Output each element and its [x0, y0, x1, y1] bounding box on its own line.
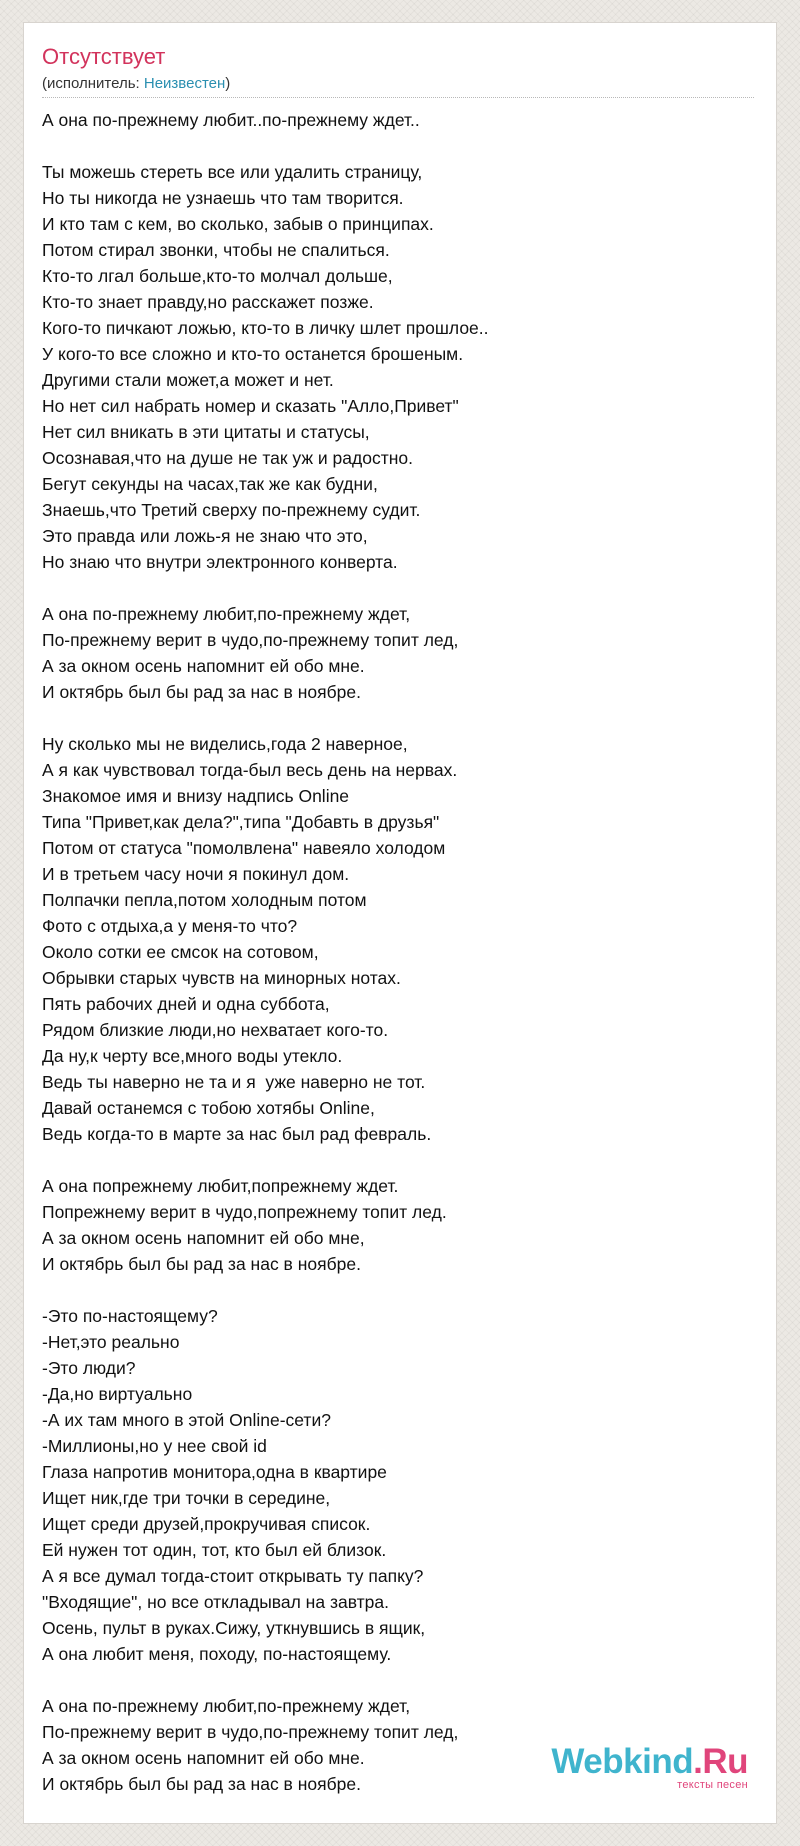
song-title: Отсутствует [42, 44, 166, 69]
artist-line [42, 74, 230, 94]
site-watermark [551, 1744, 748, 1791]
artist-link[interactable]: Неизвестен [143, 75, 226, 92]
lyrics-text: А она по-прежнему любит..по-прежнему ждет.. Ты можешь стереть все или удалить страницу, Но ты никогда не узнаешь что там творится. И кто там с кем, во сколько, забыв о принципах. Потом стирал звонки, чтобы не спалиться. Кто-то лгал больше,кто-то молчал дольше, Кто-то знает правду,но расскажет позже. Кого-то пичкают ложью, кто-то в личку шлет прошлое.. У кого-то все сложно и кто-то останется брошеным. Другими стали может,а может и нет. Но нет сил набрать номер и сказать "Алло,Привет" Нет сил вникать в эти цитаты и статусы, Осознавая,что на душе не так уж и радостно. Бегут секунды на часах,так же как будни, Знаешь,что Третий сверху по-прежнему судит. Это правда или ложь-я не знаю что это, Но знаю что внутри электронного конверта. А она по-прежнему любит,по-прежнему ждет, По-прежнему верит в чудо,по-прежнему топит лед, А за окном осень напомнит ей обо мне. И октябрь был бы рад за нас в ноябре. Ну сколько мы не виделись,года 2 наверное, А я как чувствовал тогда-был весь день на нервах. Знакомое имя и внизу надпись Online Типа "Привет,как дела?",типа "Добавть в друзья" Потом от статуса "помолвлена" навеяло холодом И в третьем часу ночи я покинул дом. Полпачки пепла,потом холодным потом Фото с отдыха,а у меня-то что? Около сотки ее смсок на сотовом, Обрывки старых чувств на минорных нотах. Пять рабочих дней и одна суббота, Рядом близкие люди,но нехватает кого-то. Да ну,к черту все,много воды утекло. Ведь ты наверно не та и я уже наверно не тот. Давай останемся с тобою хотябы Online, Ведь когда-то в марте за нас был рад февраль. А она попрежнему любит,попрежнему ждет. Попрежнему верит в чудо,попрежнему топит лед. А за окном осень напомнит ей обо мне, И октябрь был бы рад за нас в ноябре. -Это по-настоящему? -Нет,это реально -Это люди? -Да,но виртуально -А их там много в этой Online-сети? -Миллионы,но у нее свой id Глаза напротив монитора,одна в квартире Ищет ник,где три точки в середине, Ищет среди друзей,прокручивая список. Ей нужен тот один, тот, кто был ей близок. А я все думал тогда-стоит открывать ту папку? "Входящие", но все откладывал на завтра. Осень, пульт в руках.Сижу, уткнувшись в ящик, А она любит меня, походу, по-настоящему. А она по-прежнему любит,по-прежнему ждет, По-прежнему верит в чудо,по-прежнему топит лед, А за окном осень напомнит ей обо мне. И октябрь был бы рад за нас в ноябре. [42, 110, 489, 1794]
watermark-logo [551, 1744, 748, 1779]
divider [42, 97, 754, 98]
lyrics-card [23, 22, 777, 1824]
watermark-brand: Webkind [551, 1742, 694, 1781]
watermark-tagline: тексты песен [677, 1779, 748, 1791]
artist-prefix: (исполнитель: [42, 75, 144, 92]
artist-suffix: ) [225, 75, 231, 92]
watermark-tld: .Ru [693, 1742, 748, 1781]
